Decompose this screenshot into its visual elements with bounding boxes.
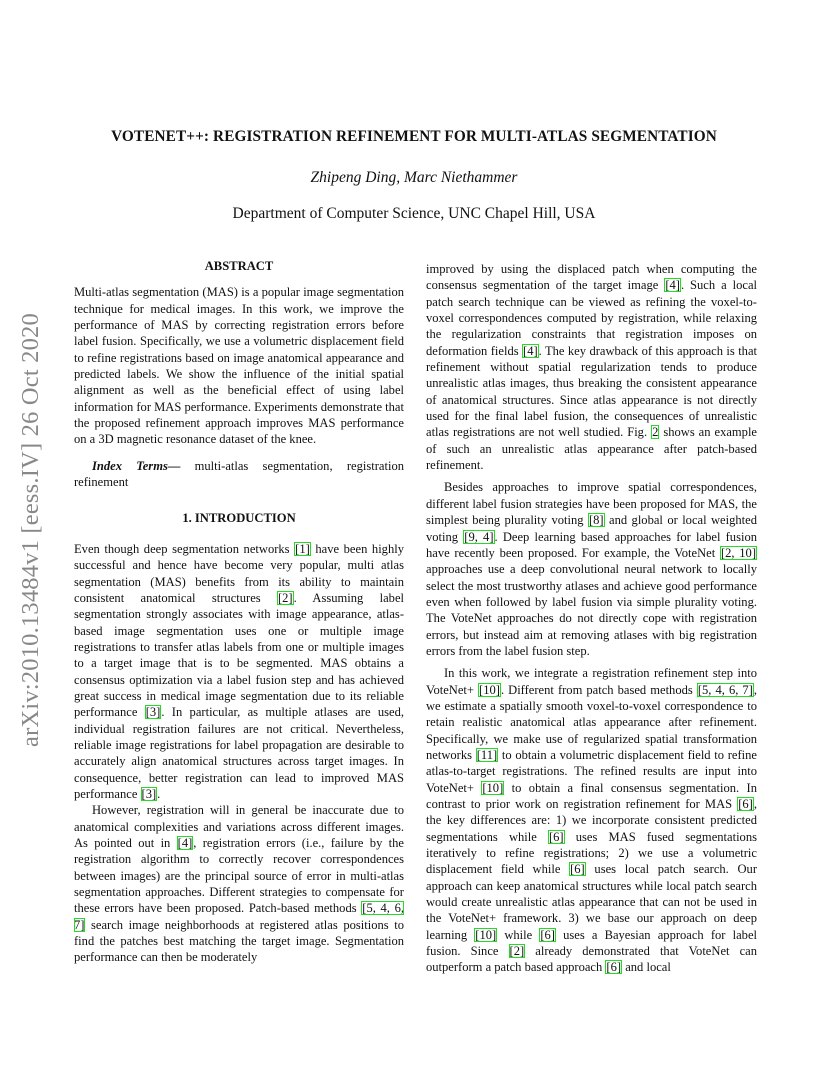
body-text: , we estimate a spatially smooth voxel-to-voxel correspondence to retain realistic anatomical atlas appearance after refinement. Specifically, we make use of regularized spatial transformation networks [426, 682, 758, 762]
citation-link[interactable]: [2] [509, 944, 525, 959]
body-text: . The key drawback of this approach is that refinement without spatial regularization tends to produce unrealistic atlas images, thus breaking the consistent appearance of anatomical structures. Since atlas appearance is not directly used for the final label fusion, the consequences of unrealistic atlas registrations are not well studied. Fig. [426, 343, 758, 440]
index-terms-label: Index Terms— [92, 458, 181, 473]
abstract-text: Multi-atlas segmentation (MAS) is a popular image segmentation technique for medical images. In this work, we improve the performance of MAS by correcting registration errors before label fusion. Specifically, we use a volumetric displacement field to refine registrations based on image anatomical appearance and predicted labels. We show the influence of the initial spatial alignment as well as the beneficial effect of using label information for MAS performance. Experiments demonstrate that the proposed refinement approach improves MAS performance on a 3D magnetic resonance dataset of the knee. [74, 285, 404, 447]
body-text: uses local patch search. Our approach can keep anatomical structures while local patch search would create unrealistic atlas appearance that can not be used in the VoteNet+ framework. 3) we base our approach on deep learning [426, 862, 757, 942]
abstract-heading: ABSTRACT [204, 259, 274, 273]
body-text: to obtain a final consensus segmentation. In contrast to prior work on registration refinement for MAS [426, 780, 757, 811]
body-text: . In particular, as multiple atlases are used, individual registration failures are not critical. Nevertheless, reliable image registrations for label propagation are desirable to accurately align anatomical structures across target images. In consequence, better registration can lead to improved MAS performance [74, 705, 404, 801]
intro-paragraph [426, 665, 757, 976]
body-text: . Assuming label segmentation strongly associates with image appearance, atlas-based image segmentation uses one or multiple image registrations to transfer atlas labels from one or multiple images to a target image that is to be segmented. MAS obtains a consensus optimization via a label fusion step and has achieved great success in medical image segmentation due to its reliable performance [74, 590, 404, 720]
citation-link[interactable]: [2, 10] [720, 545, 756, 560]
intro-paragraph [426, 261, 757, 473]
citation-link[interactable]: [6] [606, 960, 622, 975]
right-column [426, 261, 757, 976]
body-text: uses MAS fused segmentations iteratively to refine registrations; 2) we use a volumetric displacement field while [426, 829, 757, 877]
citation-link[interactable]: [6] [570, 862, 585, 877]
citation-link[interactable]: [6] [738, 797, 753, 811]
citation-link[interactable]: [6] [548, 829, 564, 844]
citation-link[interactable]: [6] [540, 927, 555, 942]
body-text: . Deep learning based approaches for label fusion have recently been proposed. For example, the VoteNet [426, 529, 757, 560]
body-text: to obtain a volumetric displacement field to refine atlas-to-target registrations. The refined results are input into VoteNet+ [426, 747, 757, 795]
body-text: , registration errors (i.e., failure by the registration algorithm to correctly recover correspondences between images) are the principal source of error in multi-atlas segmentation approaches. Different strategies to compensate for these errors have been proposed. Patch-based methods [74, 836, 405, 916]
index-terms [74, 458, 404, 491]
body-text: search image neighborhoods at registered atlas positions to find the patches best matching the target image. Segmentation performance can then be moderately [74, 917, 404, 965]
body-text: . Such a local patch search technique can be viewed as refining the voxel-to-voxel correspondences computed by registration, while relaxing the regularization constraints that registration imposes on deformation fields [426, 278, 758, 358]
arxiv-stamp: arXiv:2010.13484v1 [eess.IV] 26 Oct 2020 [17, 313, 44, 747]
body-text: uses a Bayesian approach for label fusion. Since [426, 927, 758, 959]
citation-link[interactable]: [1] [295, 541, 310, 556]
citation-link[interactable]: [4] [177, 836, 193, 850]
intro-paragraph [426, 479, 757, 659]
body-text: approaches use a deep convolutional neural network to locally select the most trustworthy atlases and achieve good performance even when followed by label fusion via simple plurality voting. The VoteNet approaches do not directly cope with registration errors, but instead aim at removing atlases with big registration errors from the label fusion step. [426, 562, 757, 658]
citation-link[interactable]: [10] [475, 927, 497, 942]
body-text: In this work, we integrate a registration refinement step into VoteNet+ [426, 666, 757, 697]
citation-link[interactable]: [10] [479, 682, 500, 697]
paper-authors: Zhipeng Ding, Marc Niethammer [310, 169, 518, 186]
left-column [74, 258, 404, 966]
body-text: Even though deep segmentation networks [74, 541, 295, 556]
citation-link[interactable]: 2 [652, 425, 659, 440]
citation-link[interactable]: [10] [482, 780, 504, 795]
paper-affiliation: Department of Computer Science, UNC Chapel Hill, USA [232, 205, 596, 222]
citation-link[interactable]: [5, 4, 6, 7] [697, 682, 753, 697]
paper-title: VOTENET++: REGISTRATION REFINEMENT FOR MULTI-ATLAS SEGMENTATION [111, 128, 717, 145]
body-text: and local [622, 960, 671, 975]
body-text: However, registration will in general be inaccurate due to anatomical complexities and variations across different images. As pointed out in [74, 803, 404, 850]
body-text: and global or local weighted voting [426, 513, 757, 544]
intro-heading: 1. INTRODUCTION [182, 511, 296, 526]
citation-link[interactable]: [4] [523, 343, 538, 358]
citation-link[interactable]: [11] [476, 747, 498, 762]
index-terms-text: multi-atlas segmentation, registration refinement [74, 458, 404, 490]
body-text: already demonstrated that VoteNet can outperform a patch based approach [426, 944, 757, 975]
citation-link[interactable]: [2] [277, 590, 293, 605]
body-text: Besides approaches to improve spatial correspondences, different label fusion strategies have been proposed for MAS, the simplest being plurality voting [426, 480, 757, 528]
body-text: while [497, 927, 540, 942]
citation-link[interactable]: [9, 4] [464, 529, 494, 544]
citation-link[interactable]: [5, 4, 6, 7] [74, 901, 405, 932]
citation-link[interactable]: [4] [665, 278, 680, 293]
body-text: improved by using the displaced patch when computing the consensus segmentation of the target image [426, 262, 757, 293]
body-text: . [157, 786, 161, 801]
body-text: , the key differences are: 1) we incorporate consistent predicted segmentations while [426, 797, 757, 844]
citation-link[interactable]: [3] [145, 705, 161, 720]
body-text: have been highly successful and hence have become very popular, multi atlas segmentation (MAS) benefits from its ability to maintain consistent anatomical structures [74, 541, 404, 605]
intro-paragraph [74, 541, 404, 803]
intro-paragraph [74, 802, 404, 965]
citation-link[interactable]: [3] [141, 786, 157, 801]
body-text: . Different from patch based methods [500, 682, 697, 697]
body-text: shows an example of such an unrealistic atlas appearance after patch-based refinement. [426, 425, 758, 473]
citation-link[interactable]: [8] [588, 513, 604, 528]
